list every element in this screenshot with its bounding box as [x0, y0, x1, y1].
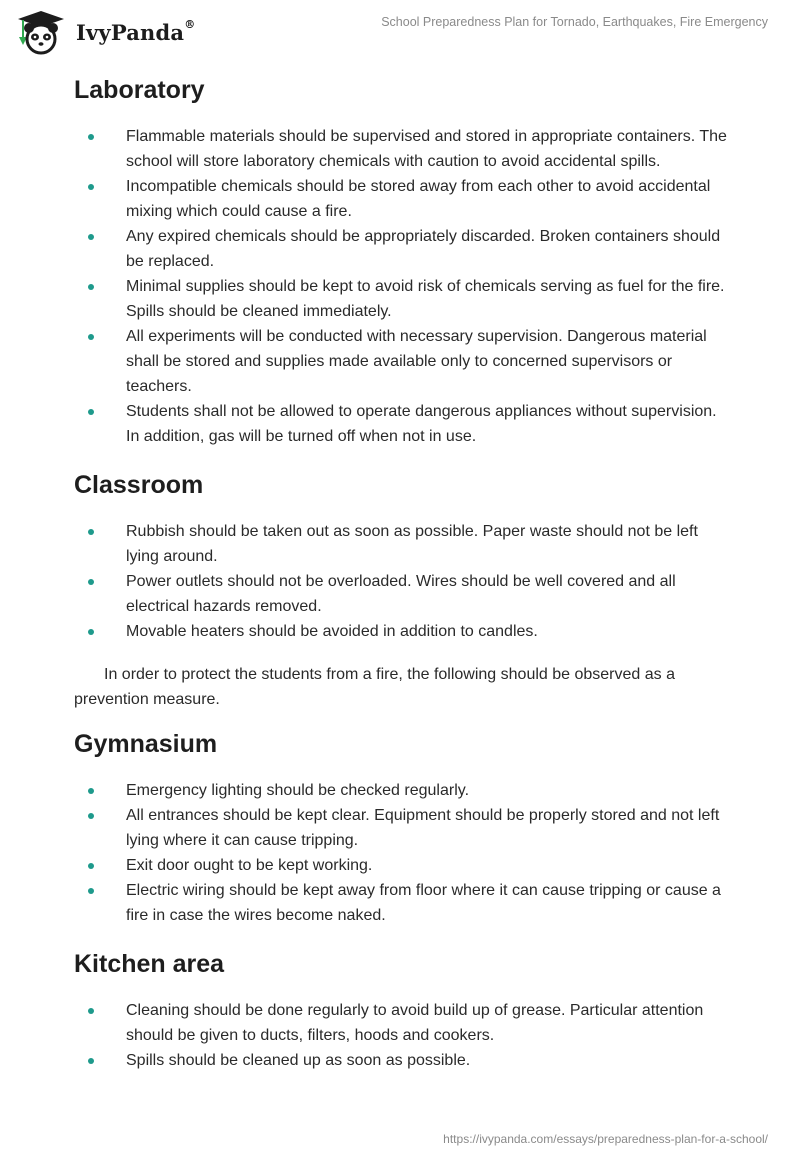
- page-header: [0, 0, 800, 60]
- bullet-icon: [88, 788, 94, 794]
- list-item: Minimal supplies should be kept to avoid risk of chemicals serving as fuel for the fire. Spills should be cleaned immediately.: [74, 274, 734, 324]
- bullet-icon: [88, 184, 94, 190]
- section-heading-kitchen: Kitchen area: [74, 950, 225, 978]
- bullet-icon: [88, 813, 94, 819]
- bullet-icon: [88, 334, 94, 340]
- list-item: Incompatible chemicals should be stored away from each other to avoid accidental mixing which could cause a fire.: [74, 174, 734, 224]
- list-item: Flammable materials should be supervised and stored in appropriate containers. The school will store laboratory chemicals with caution to avoid accidental spills.: [74, 124, 734, 174]
- list-item: All entrances should be kept clear. Equipment should be properly stored and not left lying where it can cause tripping.: [74, 803, 734, 853]
- list-item: Exit door ought to be kept working.: [74, 853, 734, 878]
- bullet-icon: [88, 284, 94, 290]
- classroom-list: [74, 519, 734, 644]
- prevention-paragraph: In order to protect the students from a fire, the following should be observed as a prevention measure.: [74, 666, 675, 708]
- document-title: School Preparedness Plan for Tornado, Earthquakes, Fire Emergency: [381, 15, 768, 29]
- bullet-icon: [88, 234, 94, 240]
- bullet-icon: [88, 579, 94, 585]
- list-item: All experiments will be conducted with necessary supervision. Dangerous material shall be stored and supplies made available only to concerned supervisors or teachers.: [74, 324, 734, 399]
- list-item: Spills should be cleaned up as soon as possible.: [74, 1048, 734, 1073]
- brand-name: IvyPanda®: [76, 17, 196, 45]
- section-heading-gymnasium: Gymnasium: [74, 730, 218, 758]
- laboratory-list: [74, 124, 734, 449]
- list-item: Any expired chemicals should be appropriately discarded. Broken containers should be replaced.: [74, 224, 734, 274]
- brand-logo[interactable]: [14, 8, 195, 56]
- list-item: Rubbish should be taken out as soon as possible. Paper waste should not be left lying around.: [74, 519, 734, 569]
- panda-graduate-icon: [14, 9, 68, 55]
- list-item: Movable heaters should be avoided in addition to candles.: [74, 619, 734, 644]
- bullet-icon: [88, 134, 94, 140]
- bullet-icon: [88, 888, 94, 894]
- list-item: Power outlets should not be overloaded. Wires should be well covered and all electrical hazards removed.: [74, 569, 734, 619]
- source-url-link[interactable]: https://ivypanda.com/essays/preparedness-plan-for-a-school/: [443, 1132, 768, 1146]
- bullet-icon: [88, 529, 94, 535]
- list-item: Electric wiring should be kept away from floor where it can cause tripping or cause a fire in case the wires become naked.: [74, 878, 734, 928]
- section-heading-laboratory: Laboratory: [74, 76, 205, 104]
- list-item: Emergency lighting should be checked regularly.: [74, 778, 734, 803]
- section-heading-classroom: Classroom: [74, 471, 204, 499]
- bullet-icon: [88, 1008, 94, 1014]
- gymnasium-list: [74, 778, 734, 928]
- bullet-icon: [88, 629, 94, 635]
- bullet-icon: [88, 1058, 94, 1064]
- article-body: [74, 70, 734, 1073]
- bullet-icon: [88, 863, 94, 869]
- bullet-icon: [88, 409, 94, 415]
- list-item: Cleaning should be done regularly to avoid build up of grease. Particular attention should be given to ducts, filters, hoods and cookers.: [74, 998, 734, 1048]
- kitchen-list: [74, 998, 734, 1073]
- list-item: Students shall not be allowed to operate dangerous appliances without supervision. In addition, gas will be turned off when not in use.: [74, 399, 734, 449]
